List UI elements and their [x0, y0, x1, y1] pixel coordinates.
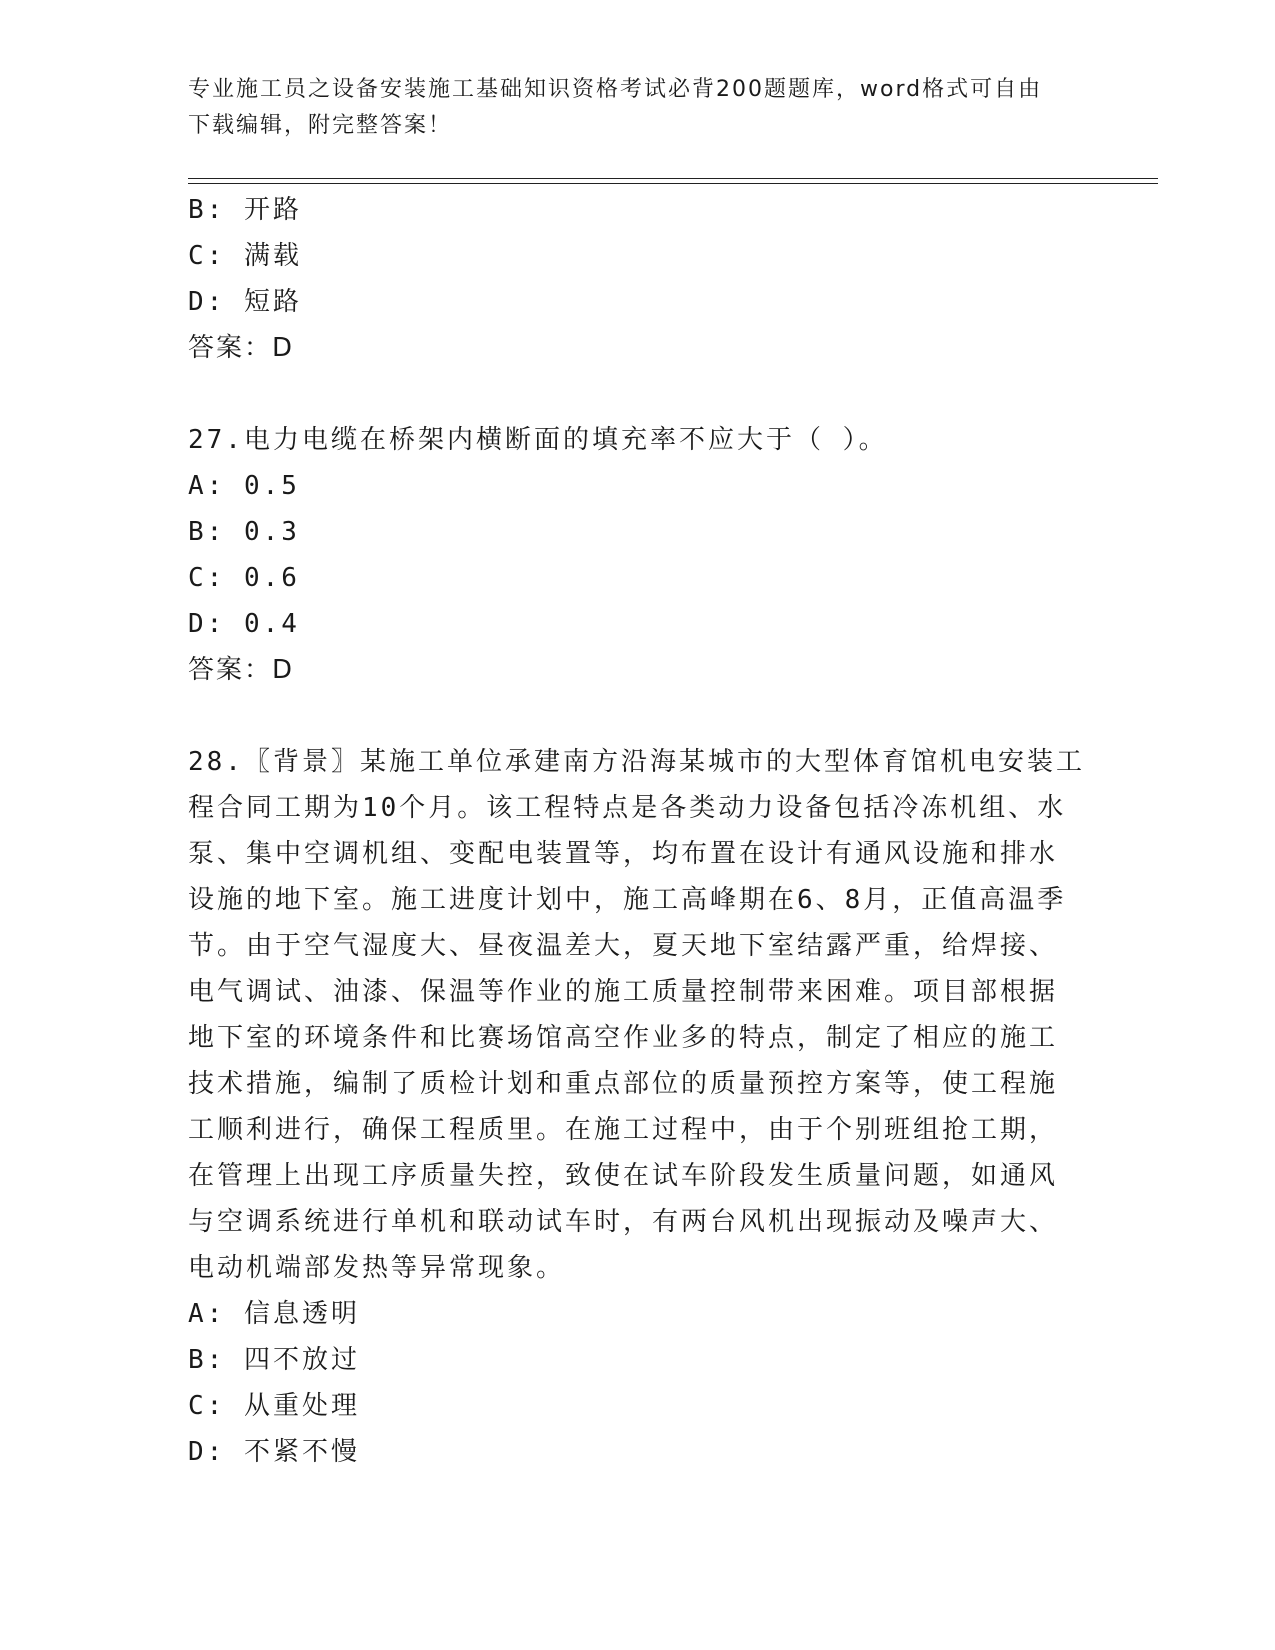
q28-text-line: 28.〖背景〗某施工单位承建南方沿海某城市的大型体育馆机电安装工	[188, 747, 1085, 777]
q28-option-a: A: 信息透明	[188, 1299, 360, 1329]
q28-option-b: B: 四不放过	[188, 1345, 360, 1375]
q28-text-line: 电动机端部发热等异常现象。	[188, 1253, 566, 1283]
q27-option-a: A: 0.5	[188, 471, 300, 501]
q28-text-line: 技术措施，编制了质检计划和重点部位的质量预控方案等，使工程施	[188, 1069, 1059, 1099]
question-26	[188, 187, 1088, 371]
question-27	[188, 417, 1088, 693]
q28-text-line: 工顺利进行，确保工程质里。在施工过程中，由于个别班组抢工期，	[188, 1115, 1059, 1145]
q28-text-line: 泵、集中空调机组、变配电装置等，均布置在设计有通风设施和排水	[188, 839, 1059, 869]
document-body	[188, 187, 1088, 1475]
q26-answer: 答案：D	[188, 333, 295, 363]
q28-option-c: C: 从重处理	[188, 1391, 360, 1421]
q28-question-text	[188, 739, 1088, 1291]
q26-option-b: B: 开路	[188, 195, 302, 225]
q27-option-c: C: 0.6	[188, 563, 300, 593]
q28-option-d: D: 不紧不慢	[188, 1437, 360, 1467]
q26-option-d: D: 短路	[188, 287, 302, 317]
q27-question-text: 27.电力电缆在桥架内横断面的填充率不应大于（ ）。	[188, 425, 888, 455]
q27-answer: 答案：D	[188, 655, 295, 685]
header-title-line-2: 下载编辑，附完整答案！	[188, 113, 453, 138]
q26-option-c: C: 满载	[188, 241, 302, 271]
header-title-line-1: 专业施工员之设备安装施工基础知识资格考试必背200题题库，word格式可自由	[188, 77, 1043, 102]
q28-text-line: 节。由于空气湿度大、昼夜温差大，夏天地下室结露严重，给焊接、	[188, 931, 1059, 961]
document-header	[188, 72, 1088, 144]
q28-text-line: 在管理上出现工序质量失控，致使在试车阶段发生质量问题，如通风	[188, 1161, 1059, 1191]
q28-text-line: 地下室的环境条件和比赛场馆高空作业多的特点，制定了相应的施工	[188, 1023, 1059, 1053]
q28-text-line: 设施的地下室。施工进度计划中，施工高峰期在6、8月，正值高温季	[188, 885, 1067, 915]
header-divider-thick	[188, 178, 1158, 179]
spacer	[188, 693, 1088, 739]
q28-text-line: 与空调系统进行单机和联动试车时，有两台风机出现振动及噪声大、	[188, 1207, 1059, 1237]
spacer	[188, 371, 1088, 417]
q28-text-line: 程合同工期为10个月。该工程特点是各类动力设备包括冷冻机组、水	[188, 793, 1067, 823]
q27-option-d: D: 0.4	[188, 609, 300, 639]
q27-option-b: B: 0.3	[188, 517, 300, 547]
header-divider-thin	[188, 183, 1158, 184]
q28-text-line: 电气调试、油漆、保温等作业的施工质量控制带来困难。项目部根据	[188, 977, 1059, 1007]
question-28	[188, 739, 1088, 1475]
